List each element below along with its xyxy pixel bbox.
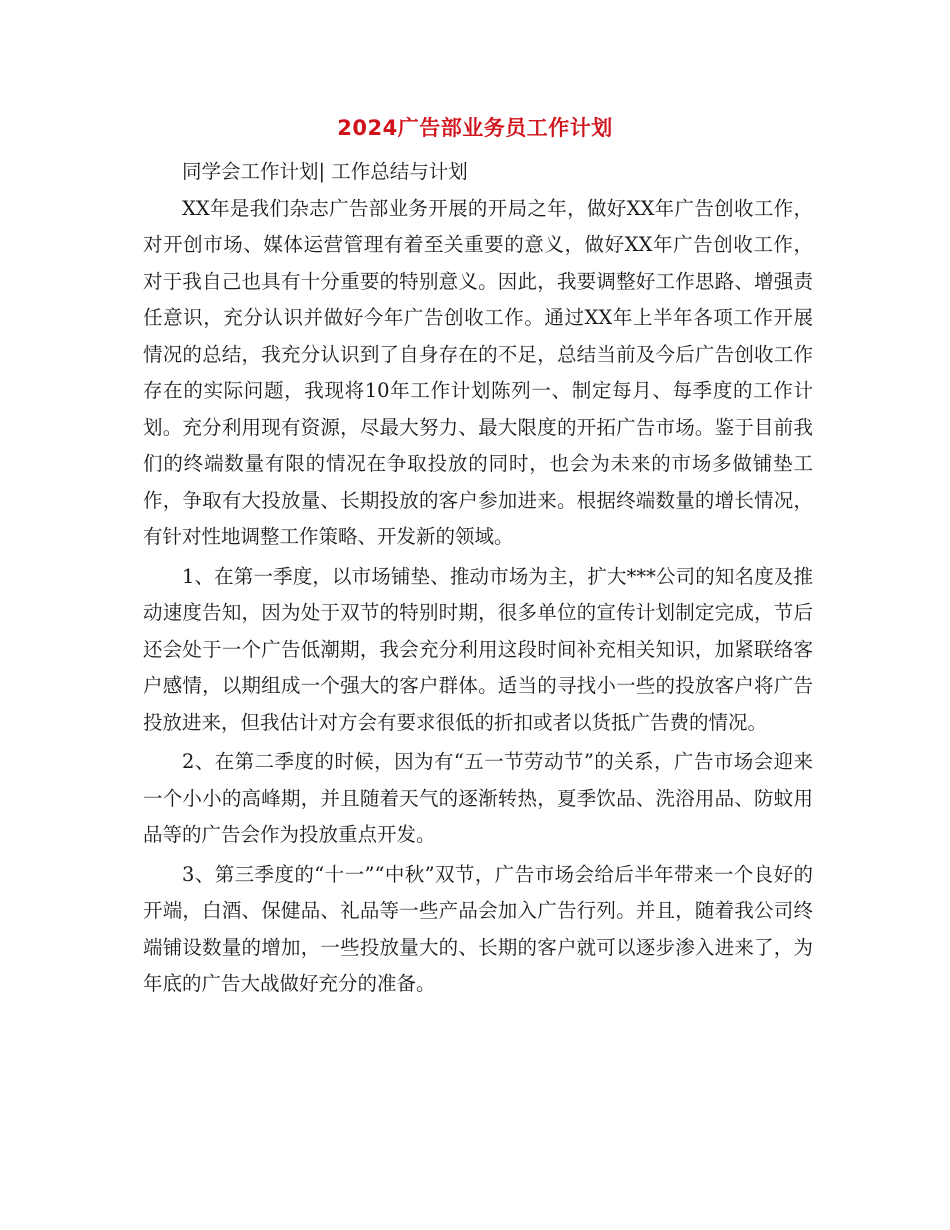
- document-title: 2024广告部业务员工作计划: [337, 116, 613, 140]
- paragraph-subtitle: 同学会工作计划| 工作总结与计划: [182, 160, 468, 183]
- document-body: [143, 154, 813, 1003]
- paragraph-q3: 3、第三季度的“十一”“中秋”双节，广告市场会给后半年带来一个良好的开端，白酒、保健品、礼品等一些产品会加入广告行列。并且，随着我公司终端铺设数量的增加，一些投放量大的、长期的客户就可以逐步渗入进来了，为年底的广告大战做好充分的准备。: [143, 862, 813, 995]
- paragraph-q1: 1、在第一季度，以市场铺垫、推动市场为主，扩大***公司的知名度及推动速度告知，因为处于双节的特别时期，很多单位的宣传计划制定完成，节后还会处于一个广告低潮期，我会充分利用这段时间补充相关知识，加紧联络客户感情，以期组成一个强大的客户群体。适当的寻找小一些的投放客户将广告投放进来，但我估计对方会有要求很低的折扣或者以货抵广告费的情况。: [143, 564, 813, 734]
- paragraph-q2: 2、在第二季度的时候，因为有“五一节劳动节”的关系，广告市场会迎来一个小小的高峰期，并且随着天气的逐渐转热，夏季饮品、洗浴用品、防蚊用品等的广告会作为投放重点开发。: [143, 750, 813, 846]
- paragraph-intro: XX年是我们杂志广告部业务开展的开局之年，做好XX年广告创收工作，对开创市场、媒体运营管理有着至关重要的意义，做好XX年广告创收工作，对于我自己也具有十分重要的特别意义。因此，我要调整好工作思路、增强责任意识，充分认识并做好今年广告创收工作。通过XX年上半年各项工作开展情况的总结，我充分认识到了自身存在的不足，总结当前及今后广告创收工作存在的实际问题，我现将10年工作计划陈列一、制定每月、每季度的工作计划。充分利用现有资源，尽最大努力、最大限度的开拓广告市场。鉴于目前我们的终端数量有限的情况在争取投放的同时，也会为未来的市场多做铺垫工作，争取有大投放量、长期投放的客户参加进来。根据终端数量的增长情况，有针对性地调整工作策略、开发新的领域。: [143, 196, 813, 548]
